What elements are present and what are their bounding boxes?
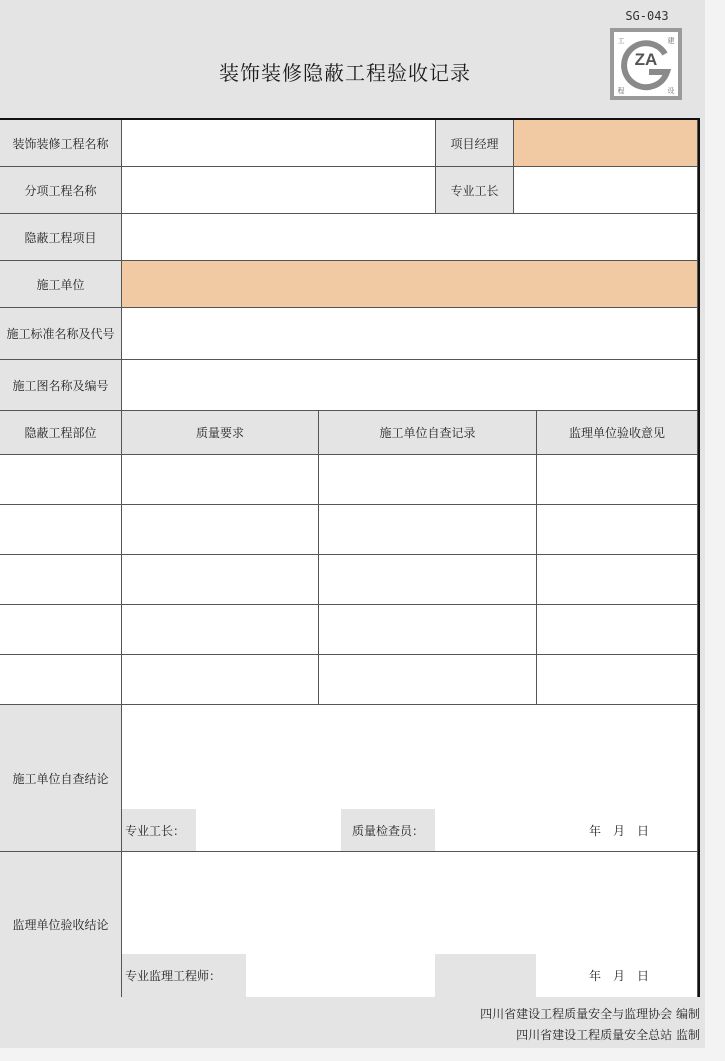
- table-cell[interactable]: [537, 605, 698, 655]
- table-cell[interactable]: [537, 455, 698, 505]
- foreman-field[interactable]: [514, 167, 698, 214]
- column-header: 质量要求: [122, 411, 319, 455]
- svg-text:程: 程: [617, 87, 625, 95]
- contractor-field[interactable]: [122, 261, 698, 308]
- table-cell[interactable]: [537, 505, 698, 555]
- hidden-item-field[interactable]: [122, 214, 698, 261]
- drawing-label: 施工图名称及编号: [0, 360, 122, 411]
- manager-field[interactable]: [514, 120, 698, 167]
- footer-compiler: 四川省建设工程质量安全与监理协会 编制: [480, 1007, 700, 1021]
- self-check-label: 施工单位自查结论: [0, 705, 122, 852]
- self-check-date-label: 年 月 日: [589, 823, 650, 838]
- form-table: [0, 118, 700, 997]
- supervision-date-label: 年 月 日: [589, 969, 650, 983]
- table-cell[interactable]: [122, 505, 319, 555]
- standard-field[interactable]: [122, 308, 698, 360]
- table-cell[interactable]: [0, 605, 122, 655]
- table-cell[interactable]: [122, 655, 319, 705]
- supervision-area[interactable]: [122, 852, 698, 997]
- self-check-area[interactable]: [122, 705, 698, 852]
- subitem-label: 分项工程名称: [0, 167, 122, 214]
- svg-text:建: 建: [667, 37, 675, 45]
- table-cell[interactable]: [319, 555, 537, 605]
- footer-supervisor: 四川省建设工程质量安全总站 监制: [516, 1028, 700, 1042]
- table-cell[interactable]: [319, 505, 537, 555]
- table-cell[interactable]: [319, 605, 537, 655]
- column-header: 隐蔽工程部位: [0, 411, 122, 455]
- table-cell[interactable]: [0, 655, 122, 705]
- table-cell[interactable]: [122, 455, 319, 505]
- form-code: SG-043: [625, 9, 669, 23]
- self-check-inspector-label: 质量检查员：: [341, 809, 435, 851]
- table-cell[interactable]: [537, 655, 698, 705]
- table-cell[interactable]: [537, 555, 698, 605]
- page-title: 装饰装修隐蔽工程验收记录: [219, 61, 471, 85]
- self-check-foreman-label: 专业工长：: [122, 809, 196, 851]
- column-header: 监理单位验收意见: [537, 411, 698, 455]
- project-name-field[interactable]: [122, 120, 436, 167]
- table-cell[interactable]: [122, 555, 319, 605]
- drawing-field[interactable]: [122, 360, 698, 411]
- subitem-field[interactable]: [122, 167, 436, 214]
- standard-label: 施工标准名称及代号: [0, 308, 122, 360]
- manager-label: 项目经理: [436, 120, 514, 167]
- table-cell[interactable]: [0, 555, 122, 605]
- table-cell[interactable]: [122, 605, 319, 655]
- contractor-label: 施工单位: [0, 261, 122, 308]
- supervision-engineer-label: 专业监理工程师：: [122, 954, 246, 997]
- supervision-label: 监理单位验收结论: [0, 852, 122, 997]
- svg-text:ZA: ZA: [634, 50, 658, 69]
- table-cell[interactable]: [319, 655, 537, 705]
- table-cell[interactable]: [319, 455, 537, 505]
- column-header: 施工单位自查记录: [319, 411, 537, 455]
- foreman-label: 专业工长: [436, 167, 514, 214]
- project-name-label: 装饰装修工程名称: [0, 120, 122, 167]
- table-cell[interactable]: [0, 455, 122, 505]
- svg-text:工: 工: [617, 37, 625, 45]
- hidden-item-label: 隐蔽工程项目: [0, 214, 122, 261]
- svg-text:设: 设: [667, 87, 675, 95]
- supervision-blank-box: [435, 954, 536, 997]
- table-cell[interactable]: [0, 505, 122, 555]
